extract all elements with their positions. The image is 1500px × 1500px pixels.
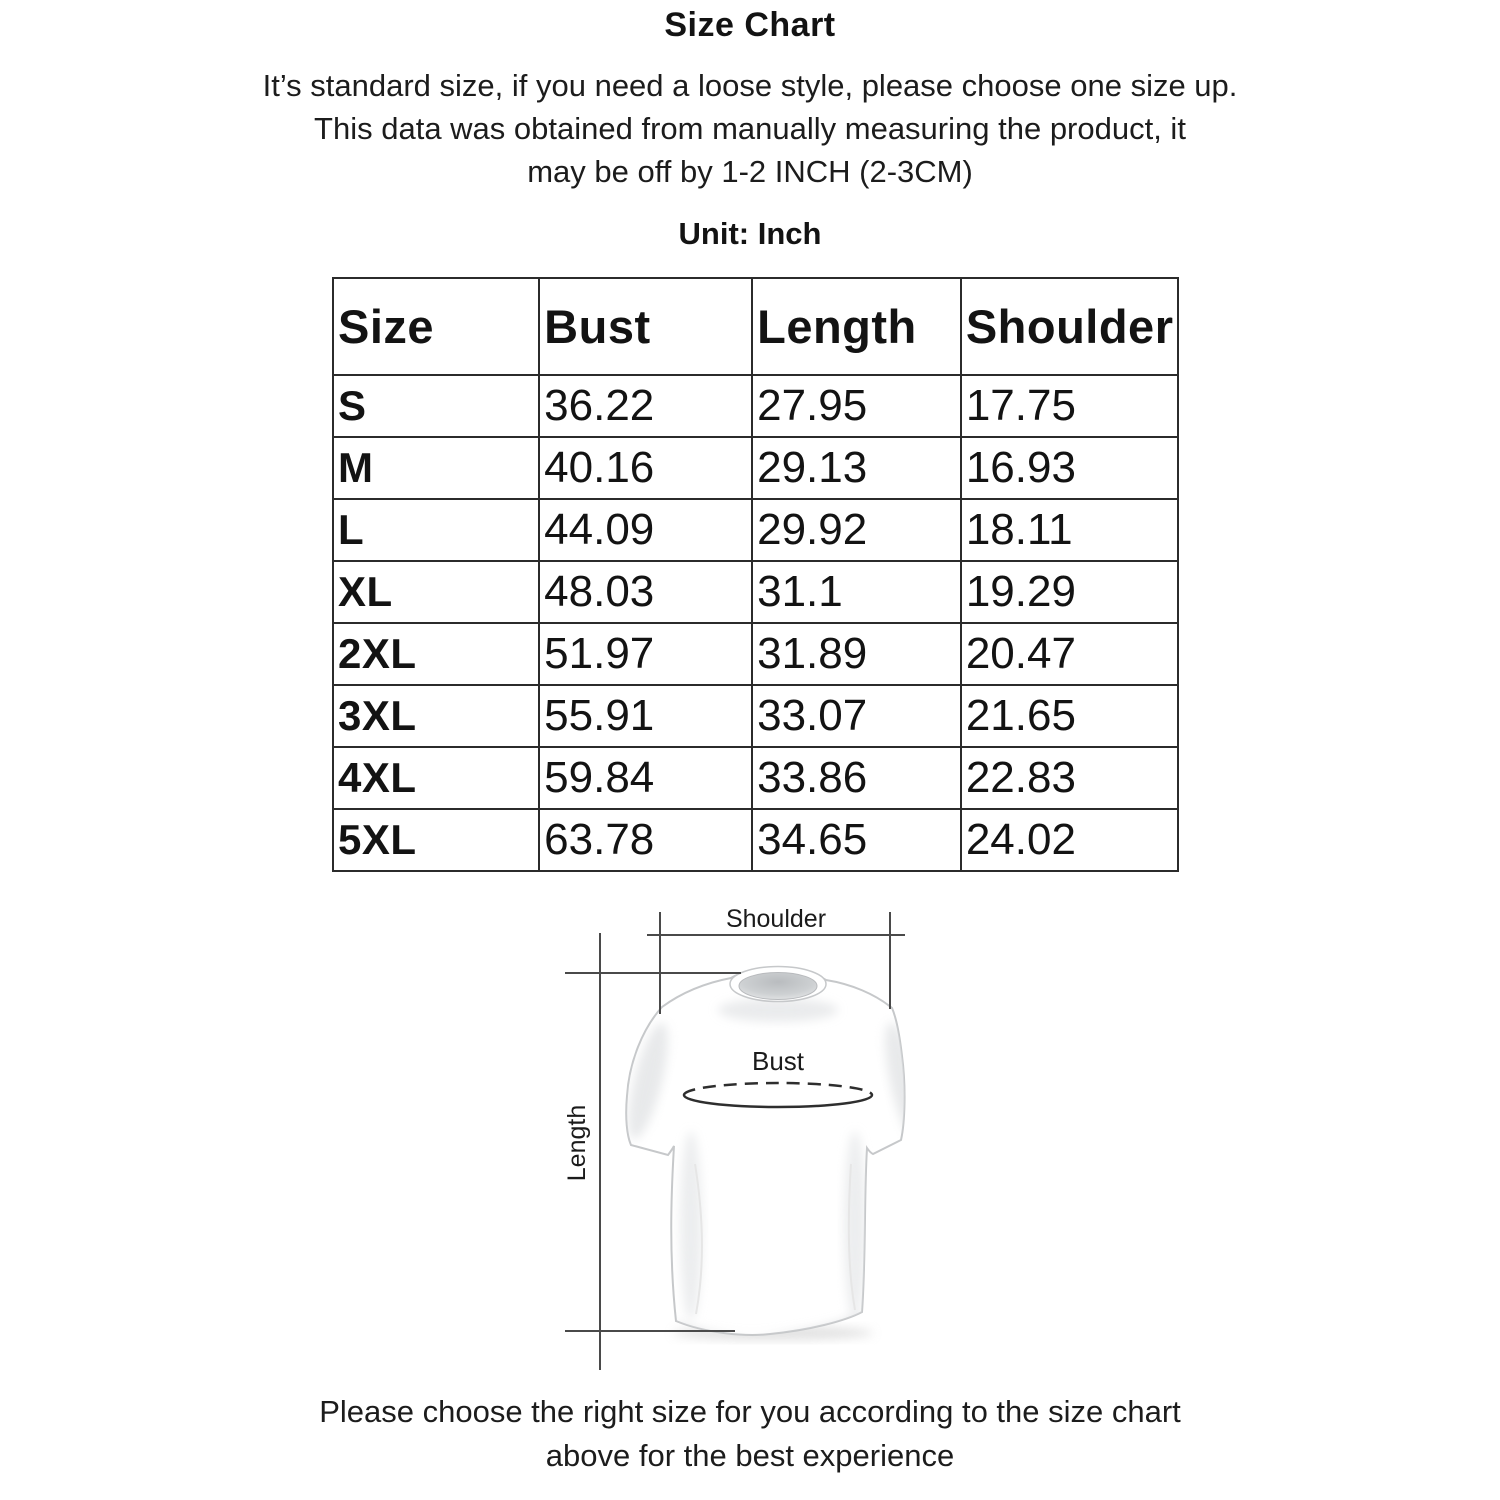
value-cell: 29.13	[752, 437, 961, 499]
table-row	[333, 499, 1178, 561]
table-row	[333, 747, 1178, 809]
value-cell: 20.47	[961, 623, 1178, 685]
size-cell: 5XL	[333, 809, 539, 871]
footer-line-2: above for the best experience	[545, 1438, 955, 1473]
length-label: Length	[563, 1104, 591, 1182]
value-cell: 17.75	[961, 375, 1178, 437]
value-cell: 63.78	[539, 809, 752, 871]
size-cell: M	[333, 437, 539, 499]
value-cell: 33.07	[752, 685, 961, 747]
size-table	[332, 277, 1179, 872]
footer-note	[0, 1390, 1500, 1478]
size-cell: L	[333, 499, 539, 561]
page-title: Size Chart	[664, 6, 836, 44]
description-line-2: This data was obtained from manually measuring the product, it	[314, 111, 1186, 146]
value-cell: 22.83	[961, 747, 1178, 809]
column-header-size: Size	[333, 278, 539, 375]
size-cell: 4XL	[333, 747, 539, 809]
table-row	[333, 437, 1178, 499]
size-cell: 3XL	[333, 685, 539, 747]
value-cell: 44.09	[539, 499, 752, 561]
footer-line-1: Please choose the right size for you according to the size chart	[319, 1394, 1181, 1429]
value-cell: 29.92	[752, 499, 961, 561]
table-row	[333, 561, 1178, 623]
table-header-row	[333, 278, 1178, 375]
table-row	[333, 809, 1178, 871]
tshirt-diagram	[545, 896, 965, 1380]
description-line-3: may be off by 1-2 INCH (2-3CM)	[527, 154, 973, 189]
value-cell: 59.84	[539, 747, 752, 809]
size-cell: 2XL	[333, 623, 539, 685]
unit-label: Unit: Inch	[678, 216, 822, 251]
shoulder-label: Shoulder	[725, 905, 827, 933]
column-header-bust: Bust	[539, 278, 752, 375]
value-cell: 33.86	[752, 747, 961, 809]
value-cell: 34.65	[752, 809, 961, 871]
value-cell: 55.91	[539, 685, 752, 747]
value-cell: 48.03	[539, 561, 752, 623]
value-cell: 40.16	[539, 437, 752, 499]
value-cell: 18.11	[961, 499, 1178, 561]
table-row	[333, 623, 1178, 685]
value-cell: 24.02	[961, 809, 1178, 871]
value-cell: 27.95	[752, 375, 961, 437]
table-row	[333, 685, 1178, 747]
value-cell: 51.97	[539, 623, 752, 685]
value-cell: 21.65	[961, 685, 1178, 747]
description-line-1: It’s standard size, if you need a loose style, please choose one size up.	[262, 68, 1238, 103]
size-cell: S	[333, 375, 539, 437]
value-cell: 31.89	[752, 623, 961, 685]
value-cell: 19.29	[961, 561, 1178, 623]
table-row	[333, 375, 1178, 437]
column-header-length: Length	[752, 278, 961, 375]
column-header-shoulder: Shoulder	[961, 278, 1178, 375]
bust-label: Bust	[751, 1046, 805, 1076]
value-cell: 31.1	[752, 561, 961, 623]
collar-opening	[739, 973, 817, 1000]
description	[0, 64, 1500, 193]
value-cell: 36.22	[539, 375, 752, 437]
value-cell: 16.93	[961, 437, 1178, 499]
size-cell: XL	[333, 561, 539, 623]
